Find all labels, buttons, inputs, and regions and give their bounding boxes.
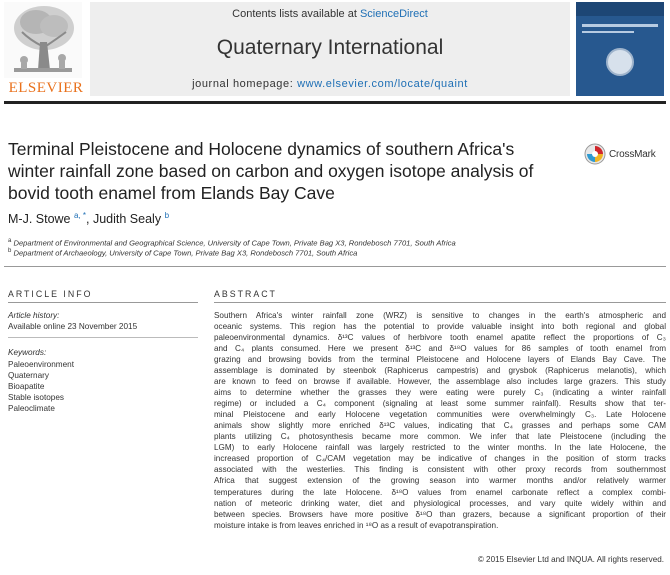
author-affiliation-marks[interactable]: a, * [74,211,87,220]
article-info-rule [8,302,198,303]
journal-title: Quaternary International [216,36,444,59]
keyword-item: Bioapatite [8,382,45,391]
title-line: winter rainfall zone based on carbon and oxygen isotope analysis of [8,161,534,181]
abstract-heading: ABSTRACT [214,289,277,299]
title-line: bovid tooth enamel from Elands Bay Cave [8,183,335,203]
author-list: M-J. Stowe $^{a, *}$, Judith Sealy $^b$ [8,211,170,227]
abstract-line: LGM) to early Holocene rainfall was largely restricted to the winter months. In the late Holocene, the [214,443,666,453]
abstract-line: minal Pleistocene and early Holocene vegetation communities were overwhelmingly C₃. Late Holocene [214,410,666,420]
abstract-line: animals show slightly more enriched δ¹³C values, indicating that C₄ grasses and perhaps some CAM [214,421,666,431]
keyword-item: Paleoclimate [8,404,55,413]
copyright-notice: © 2015 Elsevier Ltd and INQUA. All rights reserved. [477,555,664,564]
elsevier-tree-logo [4,2,82,98]
abstract-line: paleoenvironmental dynamics. δ¹³C values of herbivore tooth enamel apatite reflect the proportions of C₃ [214,333,666,343]
masthead-divider [4,101,666,104]
affiliation-mark: b [8,248,12,254]
abstract-line: aims to determine whether the grasses they were eating were purely C₃ (indicating a winter rainfall [214,388,666,398]
tree-emblem-icon [4,2,82,78]
keyword-list [8,359,74,414]
keywords-label: Keywords: [8,348,47,357]
abstract-line: Southern Africa's winter rainfall zone (WRZ) is sensitive to changes in the earth's atmospheric and [214,311,666,320]
keyword-item: Paleoenvironment [8,360,74,369]
abstract-line: assemblage is dominated by steenbok (Raphicerus campestris) and grysbok (Raphicerus melanotis), which [214,366,666,376]
author-name[interactable]: Judith Sealy [92,212,162,227]
abstract-line: Africa that suggest extension of the growing season into warmer months and/or relatively warmer [214,476,666,486]
abstract-line: temperatures during the late Holocene. δ¹⁸O values from enamel carbonate reflect a complex combi- [214,487,666,497]
abstract-line: and C₄ plants consumed. Here we present δ¹³C and δ¹⁸O values for 86 samples of tooth enamel from [214,344,666,354]
keyword-item: Stable isotopes [8,393,64,402]
abstract-line: between species. Browsers have more positive δ¹⁸O than grazers, because a significant proportion of their [214,509,666,519]
abstract-rule [214,302,666,303]
abstract-line: moisture intake is from leaves enriched in ¹⁸O as a result of evapotranspiration. [214,520,499,530]
journal-homepage-link[interactable]: www.elsevier.com/locate/quaint [297,78,468,90]
title-line: Terminal Pleistocene and Holocene dynamics of southern Africa's [8,139,515,159]
keyword-item: Quaternary [8,371,49,380]
affiliation-text: Department of Archaeology, University of Cape Town, Private Bag X3, Rondebosch 7701, South Africa [13,248,358,258]
article-info-heading: ARTICLE INFO [8,289,93,299]
affiliation [8,238,456,248]
affiliation-mark: a [8,238,12,244]
history-label: Article history: [8,311,60,320]
crossmark-button[interactable] [584,141,670,165]
sciencedirect-link[interactable]: ScienceDirect [359,8,428,20]
author-name[interactable]: M-J. Stowe [8,212,71,227]
crossmark-icon [584,143,606,165]
contents-line [90,8,570,20]
abstract-line: plants utilizing C₄ photosynthesis became more common. We infer that late Pleistocene (including the [214,432,666,442]
journal-masthead [0,0,670,100]
affiliation [8,248,357,258]
article-info-divider [8,337,198,338]
abstract-line: are known to feed on browse if available. However, the assemblage also includes large grazers. This study [214,377,666,387]
abstract-line: regime) or included a C₄ component (signaling at least some summer rainfall). Results show that ter- [214,399,666,409]
abstract-line: grazing and browsing bovids from the terminal Pleistocene and Holocene layers of Elands Bay Cave. The [214,355,666,365]
journal-homepage-line [90,78,570,90]
abstract-line: oceanic systems. This region has the potential to provide valuable insight into both regional and global [214,322,666,332]
homepage-prefix: journal homepage: [192,78,294,90]
abstract-line: associated with the westerlies. This finding is consistent with other proxy records from southernmost [214,465,666,475]
abstract-line: nation of meteoric drinking water, diet and physiological processes, and vary quite widely within and [214,498,666,508]
contents-prefix: Contents lists available at [232,8,357,20]
cover-seal-icon [606,48,634,76]
article-title [8,138,568,204]
crossmark-label: CrossMark [609,149,656,160]
author-affiliation-marks[interactable]: b [164,211,170,220]
history-value: Available online 23 November 2015 [8,322,138,331]
abstract-line: increased proportion of C₄/CAM vegetation may be indicative of changes in the position of storm tracks [214,454,666,464]
affiliation-text: Department of Environmental and Geographical Science, University of Cape Town, Private Bag X3, Rondebosch 7701, South Africa [13,238,456,248]
abstract-text [214,310,666,531]
publisher-name: ELSEVIER [8,80,84,96]
title-divider [4,266,666,267]
journal-banner [90,2,570,96]
journal-cover-image [576,2,664,96]
